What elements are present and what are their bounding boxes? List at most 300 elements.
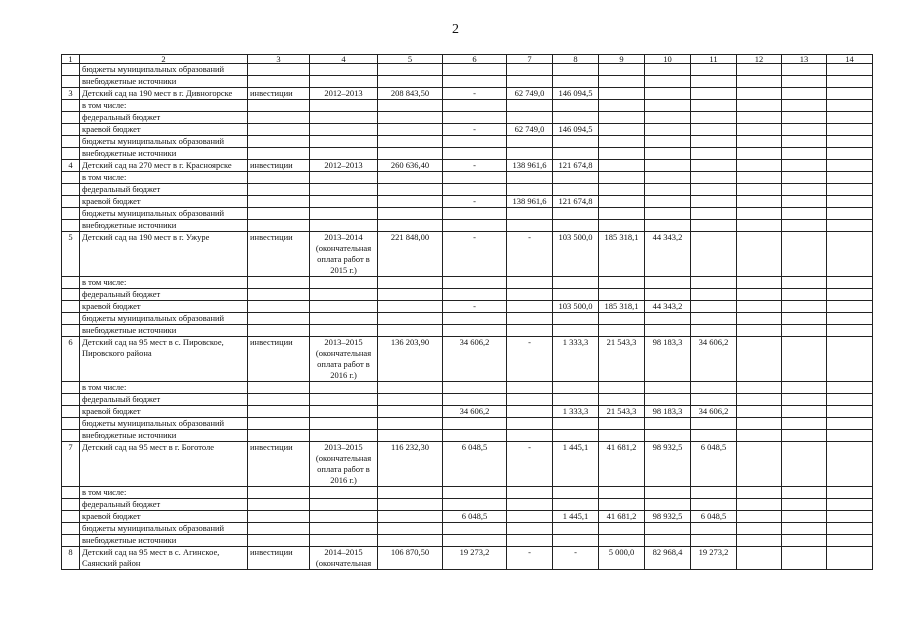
table-cell [507, 112, 553, 124]
table-cell [737, 394, 782, 406]
table-cell [507, 277, 553, 289]
table-row [62, 112, 873, 124]
table-cell [443, 172, 507, 184]
table-cell [599, 535, 645, 547]
table-row [62, 289, 873, 301]
table-cell [827, 487, 873, 499]
table-cell [310, 172, 378, 184]
item-name-cell: краевой бюджет [80, 124, 248, 136]
table-cell [645, 148, 691, 160]
table-cell [248, 100, 310, 112]
table-cell [248, 325, 310, 337]
table-cell [248, 511, 310, 523]
table-cell: 1 445,1 [553, 511, 599, 523]
table-cell [645, 100, 691, 112]
table-cell [737, 196, 782, 208]
table-cell: - [443, 232, 507, 277]
table-cell: 21 543,3 [599, 406, 645, 418]
table-cell [691, 394, 737, 406]
row-number-cell [62, 313, 80, 325]
table-cell [553, 100, 599, 112]
table-cell [507, 325, 553, 337]
table-row [62, 394, 873, 406]
table-cell [737, 184, 782, 196]
table-cell [310, 277, 378, 289]
table-cell [310, 112, 378, 124]
table-cell [248, 406, 310, 418]
table-row [62, 100, 873, 112]
table-row [62, 148, 873, 160]
table-cell: 1 333,3 [553, 406, 599, 418]
table-cell: - [507, 337, 553, 382]
table-cell [691, 382, 737, 394]
table-cell [827, 511, 873, 523]
table-cell [782, 64, 827, 76]
item-name-cell: в том числе: [80, 100, 248, 112]
table-cell: - [507, 232, 553, 277]
table-cell: 221 848,00 [378, 232, 443, 277]
table-cell [248, 313, 310, 325]
table-cell: 6 048,5 [691, 511, 737, 523]
table-cell: 6 048,5 [443, 511, 507, 523]
table-cell [378, 289, 443, 301]
table-cell [553, 313, 599, 325]
table-cell [443, 313, 507, 325]
table-cell [737, 313, 782, 325]
table-cell [737, 499, 782, 511]
table-cell: 98 932,5 [645, 442, 691, 487]
table-cell [691, 136, 737, 148]
table-cell [827, 220, 873, 232]
table-cell [827, 382, 873, 394]
table-cell [782, 232, 827, 277]
table-cell [737, 418, 782, 430]
item-name-cell: краевой бюджет [80, 196, 248, 208]
table-cell [599, 418, 645, 430]
table-cell [827, 301, 873, 313]
table-cell [310, 511, 378, 523]
table-cell: - [443, 301, 507, 313]
table-cell [737, 208, 782, 220]
table-cell [737, 277, 782, 289]
table-cell [645, 487, 691, 499]
table-cell [782, 148, 827, 160]
table-cell [599, 277, 645, 289]
table-cell [507, 136, 553, 148]
table-cell [553, 184, 599, 196]
table-cell [645, 196, 691, 208]
table-cell [553, 220, 599, 232]
table-row [62, 487, 873, 499]
table-cell [310, 430, 378, 442]
table-cell [782, 430, 827, 442]
table-row [62, 382, 873, 394]
table-cell [443, 277, 507, 289]
table-cell: 138 961,6 [507, 160, 553, 172]
table-cell [691, 160, 737, 172]
row-number-cell [62, 325, 80, 337]
table-cell [782, 487, 827, 499]
table-cell: 121 674,8 [553, 160, 599, 172]
table-cell [248, 487, 310, 499]
table-cell [443, 76, 507, 88]
row-number-cell [62, 100, 80, 112]
table-cell [310, 184, 378, 196]
table-cell [827, 499, 873, 511]
table-cell [378, 394, 443, 406]
table-row [62, 124, 873, 136]
table-cell [827, 196, 873, 208]
row-number-cell [62, 499, 80, 511]
table-cell: 62 749,0 [507, 88, 553, 100]
row-number-cell [62, 196, 80, 208]
table-cell [691, 523, 737, 535]
row-number-cell: 7 [62, 442, 80, 487]
item-name-cell: Детский сад на 190 мест в г. Дивногорске [80, 88, 248, 100]
table-cell [782, 112, 827, 124]
table-cell [599, 100, 645, 112]
item-name-cell: Детский сад на 95 мест в с. Агинское, Саянский район [80, 547, 248, 570]
table-cell [827, 208, 873, 220]
row-number-cell: 3 [62, 88, 80, 100]
table-cell [827, 112, 873, 124]
table-cell [378, 430, 443, 442]
row-number-cell [62, 523, 80, 535]
table-cell [827, 289, 873, 301]
table-cell [737, 535, 782, 547]
table-cell: 185 318,1 [599, 301, 645, 313]
table-cell [782, 382, 827, 394]
table-cell [507, 499, 553, 511]
table-cell [443, 220, 507, 232]
table-cell: 1 445,1 [553, 442, 599, 487]
table-cell [507, 487, 553, 499]
column-number: 13 [782, 55, 827, 64]
table-cell [599, 148, 645, 160]
table-cell [248, 148, 310, 160]
table-cell [248, 64, 310, 76]
row-number-cell [62, 535, 80, 547]
table-cell [378, 124, 443, 136]
table-cell [645, 418, 691, 430]
table-cell [737, 220, 782, 232]
table-cell [645, 499, 691, 511]
table-cell [443, 208, 507, 220]
table-cell [599, 196, 645, 208]
table-cell [599, 160, 645, 172]
table-cell [378, 76, 443, 88]
table-cell [507, 382, 553, 394]
item-name-cell: бюджеты муниципальных образований [80, 523, 248, 535]
table-cell [378, 523, 443, 535]
table-cell [248, 196, 310, 208]
table-cell [553, 382, 599, 394]
table-cell: 19 273,2 [443, 547, 507, 570]
table-cell [378, 220, 443, 232]
table-cell [737, 487, 782, 499]
table-cell [691, 487, 737, 499]
table-cell [827, 100, 873, 112]
column-number: 9 [599, 55, 645, 64]
table-cell [737, 100, 782, 112]
table-cell [737, 136, 782, 148]
table-cell: 62 749,0 [507, 124, 553, 136]
table-cell [737, 160, 782, 172]
item-name-cell: бюджеты муниципальных образований [80, 208, 248, 220]
row-number-cell: 6 [62, 337, 80, 382]
table-row [62, 511, 873, 523]
item-name-cell: в том числе: [80, 382, 248, 394]
table-cell [443, 148, 507, 160]
column-number: 8 [553, 55, 599, 64]
table-cell [248, 172, 310, 184]
table-cell: - [553, 547, 599, 570]
table-cell [827, 184, 873, 196]
table-cell [827, 523, 873, 535]
table-cell [599, 184, 645, 196]
table-cell [378, 148, 443, 160]
table-cell: 19 273,2 [691, 547, 737, 570]
table-cell [691, 100, 737, 112]
table-cell: 2014–2015 (окончательная [310, 547, 378, 570]
table-cell [782, 220, 827, 232]
table-cell [507, 301, 553, 313]
table-cell [645, 172, 691, 184]
table-cell [248, 535, 310, 547]
column-number: 14 [827, 55, 873, 64]
table-cell [310, 220, 378, 232]
table-cell [827, 64, 873, 76]
table-cell [737, 511, 782, 523]
table-cell [248, 499, 310, 511]
table-cell: 21 543,3 [599, 337, 645, 382]
table-cell: инвестиции [248, 442, 310, 487]
table-cell [248, 112, 310, 124]
table-row [62, 277, 873, 289]
table-row [62, 76, 873, 88]
table-cell [378, 184, 443, 196]
table-cell: инвестиции [248, 88, 310, 100]
table-cell [553, 112, 599, 124]
table-cell [782, 100, 827, 112]
table-cell [248, 382, 310, 394]
table-cell [378, 406, 443, 418]
table-cell [827, 394, 873, 406]
table-cell: - [443, 196, 507, 208]
table-cell: 34 606,2 [443, 406, 507, 418]
column-number: 6 [443, 55, 507, 64]
item-name-cell: Детский сад на 270 мест в г. Красноярске [80, 160, 248, 172]
table-cell [378, 418, 443, 430]
table-cell [553, 277, 599, 289]
item-name-cell: внебюджетные источники [80, 220, 248, 232]
table-row [62, 313, 873, 325]
table-cell [827, 313, 873, 325]
item-name-cell: федеральный бюджет [80, 112, 248, 124]
table-cell [599, 64, 645, 76]
item-name-cell: внебюджетные источники [80, 430, 248, 442]
table-cell: 2013–2014 (окончательная оплата работ в 2015 г.) [310, 232, 378, 277]
table-cell [310, 196, 378, 208]
table-cell [507, 535, 553, 547]
table-cell [691, 112, 737, 124]
table-cell [645, 289, 691, 301]
item-name-cell: в том числе: [80, 277, 248, 289]
table-cell [553, 535, 599, 547]
table-cell [310, 289, 378, 301]
table-cell [737, 442, 782, 487]
table-cell [378, 301, 443, 313]
table-cell: 185 318,1 [599, 232, 645, 277]
table-row [62, 220, 873, 232]
table-cell: - [443, 124, 507, 136]
column-number: 10 [645, 55, 691, 64]
table-cell [737, 406, 782, 418]
table-cell [827, 160, 873, 172]
table-cell [691, 184, 737, 196]
table-cell [507, 313, 553, 325]
table-cell [310, 301, 378, 313]
table-cell [553, 394, 599, 406]
table-cell [599, 523, 645, 535]
row-number-cell [62, 394, 80, 406]
table-cell [599, 499, 645, 511]
table-cell [310, 418, 378, 430]
table-row [62, 523, 873, 535]
table-cell [782, 172, 827, 184]
row-number-cell [62, 301, 80, 313]
item-name-cell: Детский сад на 190 мест в г. Ужуре [80, 232, 248, 277]
column-number: 7 [507, 55, 553, 64]
table-cell [310, 208, 378, 220]
table-cell [691, 124, 737, 136]
table-cell [599, 289, 645, 301]
table-cell [691, 64, 737, 76]
table-cell: 2013–2015 (окончательная оплата работ в 2016 г.) [310, 442, 378, 487]
table-cell [782, 196, 827, 208]
table-cell [691, 172, 737, 184]
table-cell [378, 64, 443, 76]
table-cell [827, 325, 873, 337]
table-cell: - [507, 442, 553, 487]
table-cell [310, 76, 378, 88]
table-cell: 5 000,0 [599, 547, 645, 570]
table-cell: 121 674,8 [553, 196, 599, 208]
table-cell [443, 382, 507, 394]
table-cell: 106 870,50 [378, 547, 443, 570]
table-cell [827, 430, 873, 442]
table-cell [507, 208, 553, 220]
table-cell [443, 418, 507, 430]
table-cell [645, 184, 691, 196]
table-cell [599, 124, 645, 136]
item-name-cell: федеральный бюджет [80, 499, 248, 511]
table-cell [248, 124, 310, 136]
table-cell [443, 289, 507, 301]
table-cell: 6 048,5 [443, 442, 507, 487]
row-number-cell [62, 76, 80, 88]
table-cell: 103 500,0 [553, 232, 599, 277]
table-cell [645, 88, 691, 100]
row-number-cell [62, 220, 80, 232]
table-cell [553, 499, 599, 511]
table-cell [248, 184, 310, 196]
item-name-cell: в том числе: [80, 487, 248, 499]
table-cell: инвестиции [248, 232, 310, 277]
column-number: 4 [310, 55, 378, 64]
table-row [62, 136, 873, 148]
table-cell [378, 535, 443, 547]
table-cell [443, 430, 507, 442]
table-cell [782, 76, 827, 88]
table-cell [248, 220, 310, 232]
item-name-cell: краевой бюджет [80, 406, 248, 418]
table-cell [553, 430, 599, 442]
row-number-cell [62, 430, 80, 442]
table-cell [782, 184, 827, 196]
item-name-cell: краевой бюджет [80, 301, 248, 313]
table-cell: - [507, 547, 553, 570]
table-cell [645, 523, 691, 535]
table-cell [553, 325, 599, 337]
table-cell [507, 511, 553, 523]
item-name-cell: краевой бюджет [80, 511, 248, 523]
table-cell [782, 160, 827, 172]
table-cell [378, 325, 443, 337]
table-cell [645, 76, 691, 88]
row-number-cell [62, 124, 80, 136]
table-row [62, 442, 873, 487]
item-name-cell: федеральный бюджет [80, 289, 248, 301]
column-number: 12 [737, 55, 782, 64]
item-name-cell: Детский сад на 95 мест в г. Боготоле [80, 442, 248, 487]
row-number-cell [62, 64, 80, 76]
table-cell [827, 418, 873, 430]
table-row [62, 547, 873, 570]
table-cell: 260 636,40 [378, 160, 443, 172]
table-cell [827, 277, 873, 289]
column-number: 3 [248, 55, 310, 64]
table-cell [378, 112, 443, 124]
table-cell [507, 100, 553, 112]
table-cell [599, 76, 645, 88]
table-cell: 2012–2013 [310, 160, 378, 172]
table-cell [782, 124, 827, 136]
table-row [62, 88, 873, 100]
table-cell [691, 232, 737, 277]
table-cell: 98 183,3 [645, 406, 691, 418]
table-cell [553, 136, 599, 148]
table-cell [599, 88, 645, 100]
table-cell [691, 418, 737, 430]
table-cell [248, 301, 310, 313]
table-cell [737, 289, 782, 301]
table-cell: 146 094,5 [553, 88, 599, 100]
column-number: 11 [691, 55, 737, 64]
table-cell: 44 343,2 [645, 232, 691, 277]
table-cell [782, 313, 827, 325]
table-cell [248, 76, 310, 88]
table-cell: - [443, 160, 507, 172]
table-cell [645, 430, 691, 442]
table-row [62, 160, 873, 172]
table-cell [737, 430, 782, 442]
row-number-cell: 5 [62, 232, 80, 277]
table-cell [827, 232, 873, 277]
row-number-cell [62, 148, 80, 160]
table-cell: инвестиции [248, 160, 310, 172]
table-cell: 82 968,4 [645, 547, 691, 570]
